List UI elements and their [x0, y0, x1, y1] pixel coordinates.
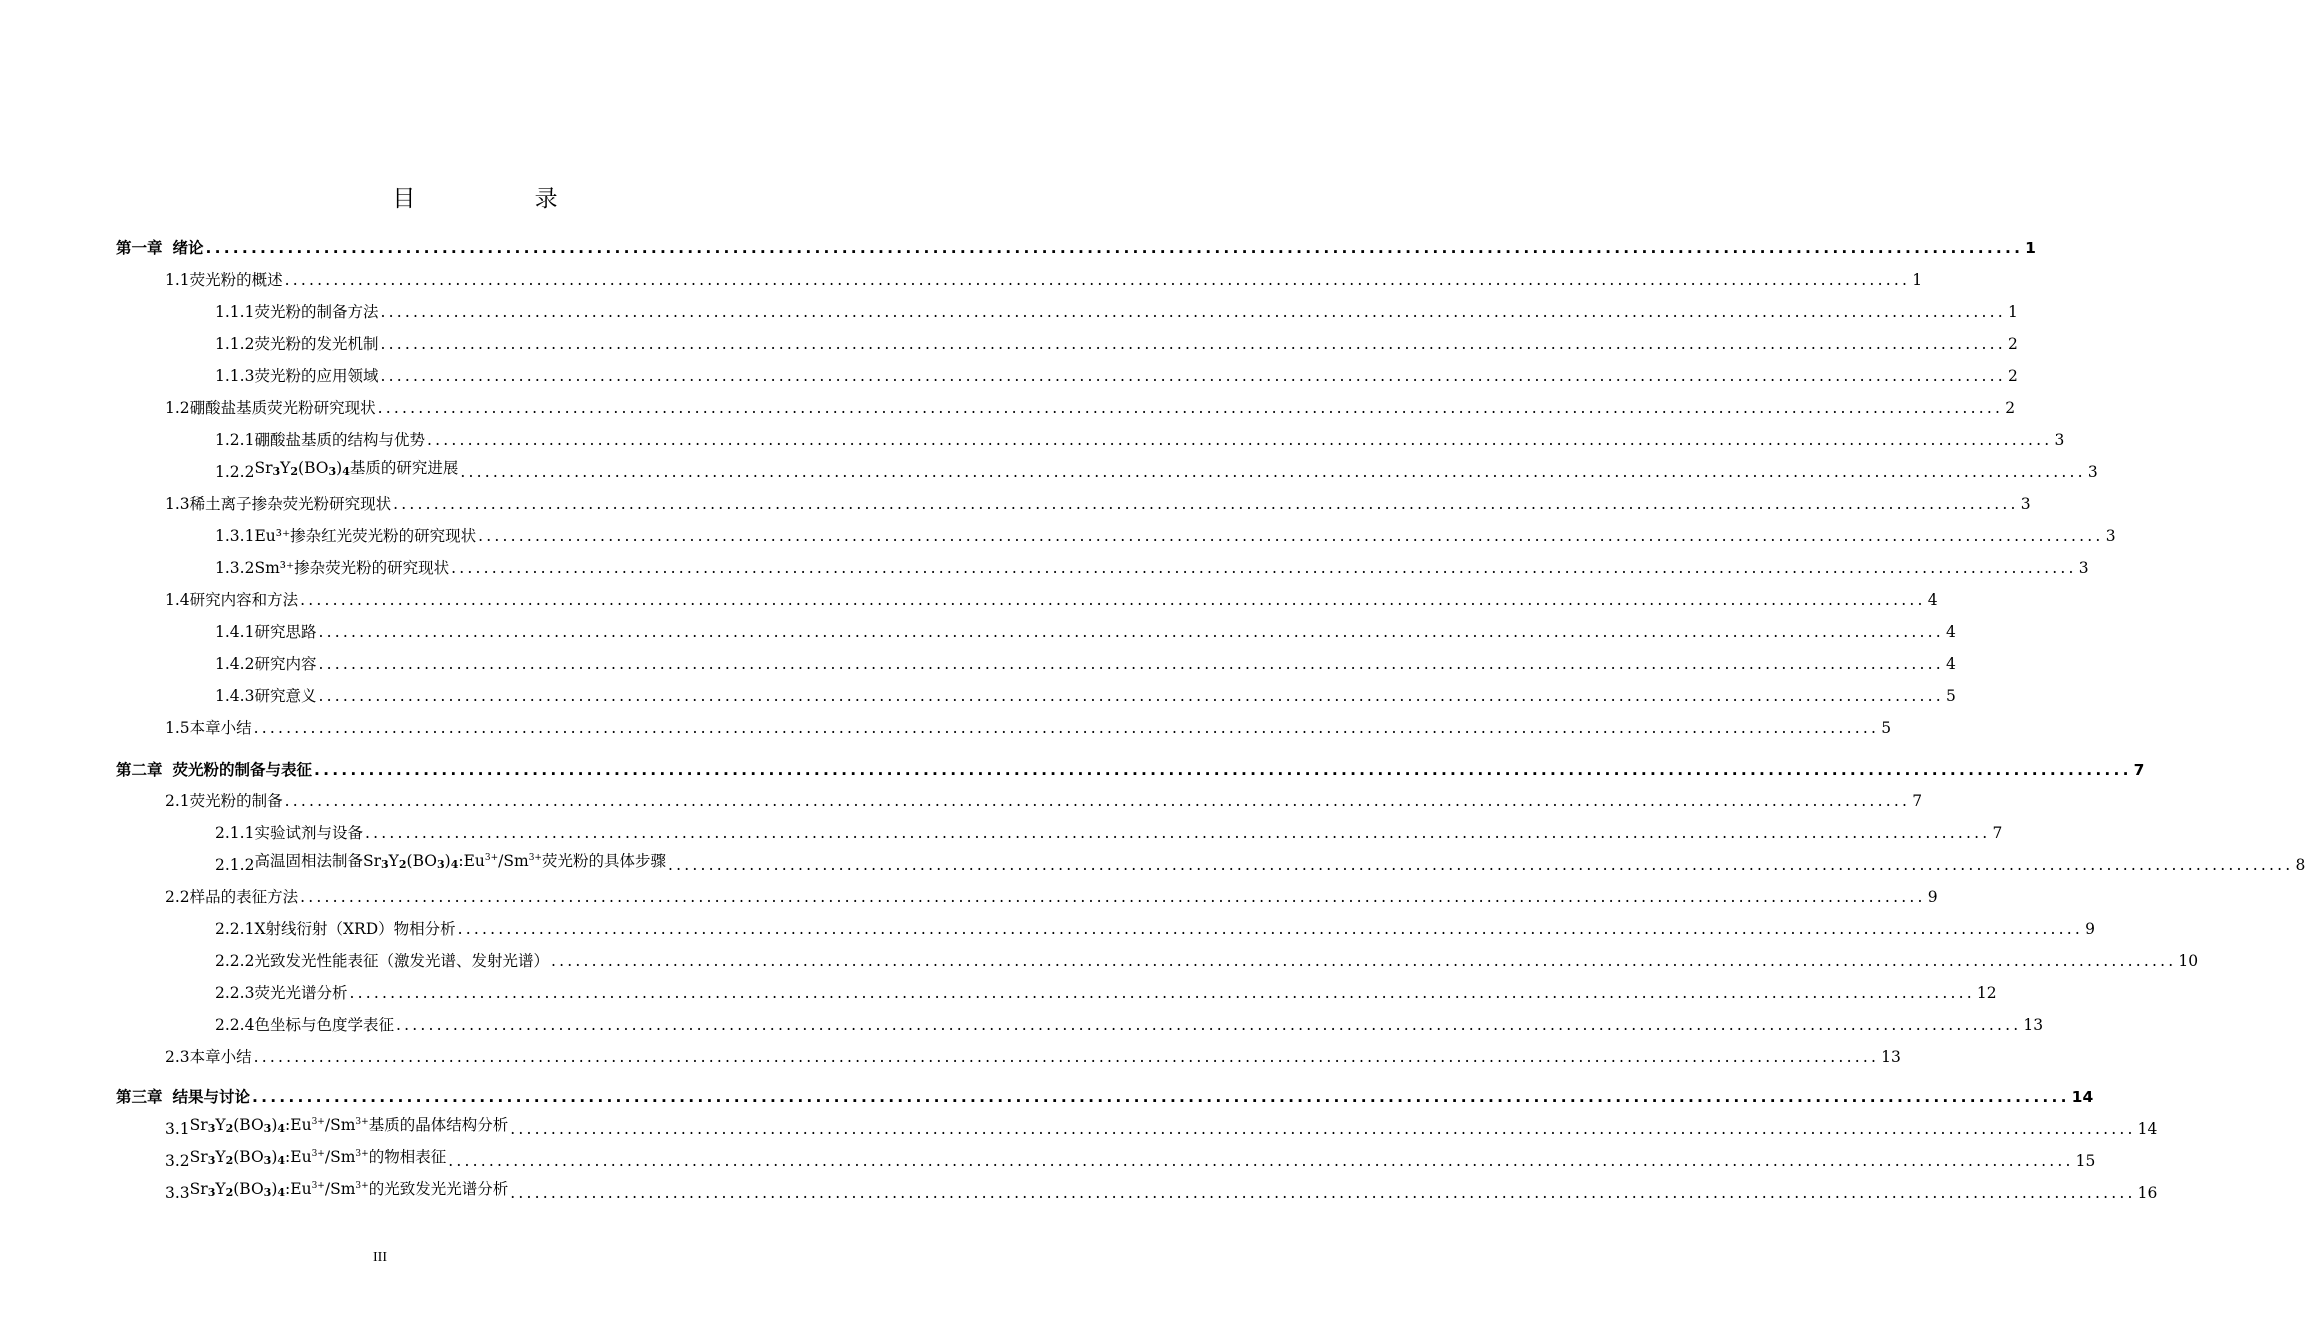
toc-entry-number: 1.3 — [165, 495, 190, 513]
toc-dot-leader: ........................................................................................................................................................................................................ — [380, 303, 2006, 321]
toc-entry-number: 1.4 — [165, 591, 190, 609]
toc-dot-leader: ........................................................................................................................................................................................................ — [460, 463, 2086, 481]
toc-entry-page: 14 — [2137, 1120, 2158, 1138]
toc-entry-number: 1.2.1 — [215, 431, 255, 449]
toc-dot-leader: ........................................................................................................................................................................................................ — [380, 335, 2006, 353]
toc-entry[interactable] — [165, 1179, 2158, 1203]
toc-entry[interactable] — [116, 1083, 2094, 1107]
toc-dot-leader: ........................................................................................................................................................................................................ — [478, 527, 2104, 545]
toc-entry[interactable] — [215, 650, 1956, 674]
toc-entry-title: 实验试剂与设备 — [254, 824, 363, 842]
toc-dot-leader: ........................................................................................................................................................................................................ — [318, 655, 1944, 673]
toc-dot-leader: ........................................................................................................................................................................................................ — [318, 687, 1944, 705]
toc-entry[interactable] — [116, 234, 2036, 258]
toc-entry-page: 16 — [2137, 1184, 2158, 1202]
toc-entry-number: 第二章 — [116, 761, 163, 779]
toc-dot-leader: ........................................................................................................................................................................................................ — [377, 399, 2004, 417]
toc-entry[interactable] — [165, 714, 1892, 738]
toc-entry-title: 稀土离子掺杂荧光粉研究现状 — [189, 495, 392, 513]
toc-dot-leader: ........................................................................................................................................................................................................ — [451, 559, 2077, 577]
toc-entry-title: 本章小结 — [189, 719, 252, 737]
toc-entry-title: 研究思路 — [254, 623, 317, 641]
toc-entry-page: 3 — [2087, 463, 2098, 481]
toc-entry[interactable] — [215, 426, 2065, 450]
toc-entry-title: 研究内容 — [254, 655, 317, 673]
toc-dot-leader: ........................................................................................................................................................................................................ — [448, 1152, 2074, 1170]
toc-entry[interactable] — [215, 522, 2116, 546]
toc-dot-leader: ........................................................................................................................................................................................................ — [284, 271, 1911, 289]
toc-entry-page: 5 — [1881, 719, 1892, 737]
toc-entry-title: 荧光粉的概述 — [189, 271, 283, 289]
toc-entry-page: 2 — [2008, 367, 2018, 385]
toc-entry-title: $Sr_3Y_2(BO_3)_4:Eu^{3+}/Sm^{3+}$基质的晶体结构分析 — [189, 1116, 509, 1135]
toc-entry[interactable] — [165, 883, 1938, 907]
toc-entry-title: 本章小结 — [189, 1048, 252, 1066]
toc-entry-title: 研究意义 — [254, 687, 317, 705]
toc-entry-number: 2.2.4 — [215, 1016, 255, 1034]
toc-entry[interactable] — [165, 787, 1923, 811]
toc-entry[interactable] — [215, 1011, 2044, 1035]
toc-entry[interactable] — [215, 851, 2305, 875]
toc-dot-leader: ........................................................................................................................................................................................................ — [314, 761, 2132, 779]
toc-entry-page: 4 — [1927, 591, 1938, 609]
toc-entry-number: 1.1.1 — [215, 303, 255, 321]
toc-dot-leader: ........................................................................................................................................................................................................ — [457, 920, 2084, 938]
toc-entry-page: 8 — [2295, 856, 2305, 874]
toc-entry[interactable] — [215, 330, 2018, 354]
toc-entry-number: 1.2 — [165, 399, 190, 417]
toc-entry-number: 第三章 — [116, 1088, 163, 1106]
toc-entry-page: 1 — [2025, 239, 2036, 257]
toc-dot-leader: ........................................................................................................................................................................................................ — [318, 623, 1944, 641]
toc-dot-leader: ........................................................................................................................................................................................................ — [300, 591, 1926, 609]
toc-entry[interactable] — [165, 1115, 2158, 1139]
toc-entry-page: 1 — [1912, 271, 1923, 289]
toc-entry-title: 硼酸盐基质的结构与优势 — [254, 431, 425, 449]
toc-dot-leader: ........................................................................................................................................................................................................ — [252, 1088, 2070, 1106]
toc-entry-number: 1.5 — [165, 719, 190, 737]
toc-entry-number: 1.4.3 — [215, 687, 255, 705]
toc-entry[interactable] — [116, 756, 2145, 780]
toc-entry-page: 4 — [1946, 623, 1956, 641]
toc-entry-title: 结果与讨论 — [172, 1088, 251, 1106]
toc-entry-title: 荧光粉的制备方法 — [254, 303, 379, 321]
toc-entry[interactable] — [215, 298, 2018, 322]
toc-entry-title: 荧光粉的应用领域 — [254, 367, 379, 385]
toc-entry-page: 12 — [1976, 984, 1997, 1002]
toc-dot-leader: ........................................................................................................................................................................................................ — [253, 719, 1880, 737]
toc-entry-title: 荧光粉的制备与表征 — [172, 761, 313, 779]
toc-entry[interactable] — [215, 618, 1956, 642]
toc-entry-title: $Sr_3Y_2(BO_3)_4:Eu^{3+}/Sm^{3+}$的光致发光光谱分析 — [189, 1180, 509, 1199]
toc-entry-page: 1 — [2008, 303, 2018, 321]
toc-entry[interactable] — [165, 586, 1938, 610]
toc-entry-number: 1.3.1 — [215, 527, 255, 545]
toc-dot-leader: ........................................................................................................................................................................................................ — [380, 367, 2006, 385]
toc-entry-number: 2.1 — [165, 792, 190, 810]
toc-entry-title: $Sr_3Y_2(BO_3)_4$基质的研究进展 — [254, 459, 459, 478]
toc-dot-leader: ........................................................................................................................................................................................................ — [253, 1048, 1880, 1066]
toc-dot-leader: ........................................................................................................................................................................................................ — [300, 888, 1926, 906]
toc-entry-title: X射线衍射（XRD）物相分析 — [254, 920, 456, 938]
toc-entry-title: 高温固相法制备$Sr_3Y_2(BO_3)_4:Eu^{3+}/Sm^{3+}$荧光粉的具体步骤 — [254, 852, 666, 871]
toc-dot-leader: ........................................................................................................................................................................................................ — [426, 431, 2053, 449]
toc-entry[interactable] — [215, 682, 1956, 706]
toc-entry-page: 2 — [2008, 335, 2018, 353]
toc-entry-page: 15 — [2075, 1152, 2096, 1170]
toc-entry-number: 2.1.2 — [215, 856, 255, 874]
toc-entry-page: 3 — [2054, 431, 2065, 449]
toc-entry-title: 光致发光性能表征（激发光谱、发射光谱） — [254, 952, 549, 970]
toc-dot-leader: ........................................................................................................................................................................................................ — [349, 984, 1975, 1002]
toc-entry-title: 样品的表征方法 — [189, 888, 299, 906]
toc-entry-number: 1.3.2 — [215, 559, 255, 577]
page-number: III — [373, 1250, 387, 1265]
toc-entry-title: 硼酸盐基质荧光粉研究现状 — [189, 399, 376, 417]
toc-entry-title: Eu³⁺掺杂红光荧光粉的研究现状 — [254, 527, 477, 545]
toc-entry-title: 绪论 — [172, 239, 204, 257]
toc-entry-page: 7 — [2133, 761, 2145, 779]
toc-entry-title: 荧光粉的制备 — [189, 792, 283, 810]
toc-entry-title: 荧光粉的发光机制 — [254, 335, 379, 353]
toc-entry-number: 1.4.1 — [215, 623, 255, 641]
toc-entry-number: 1.4.2 — [215, 655, 255, 673]
toc-entry[interactable] — [165, 1147, 2096, 1171]
toc-entry-title: $Sr_3Y_2(BO_3)_4:Eu^{3+}/Sm^{3+}$的物相表征 — [189, 1148, 447, 1167]
toc-dot-leader: ........................................................................................................................................................................................................ — [284, 792, 1911, 810]
toc-entry[interactable] — [215, 362, 2018, 386]
toc-entry[interactable] — [215, 915, 2096, 939]
toc-dot-leader: ........................................................................................................................................................................................................ — [668, 856, 2294, 874]
toc-entry-number: 1.1.2 — [215, 335, 255, 353]
toc-entry-number: 1.1 — [165, 271, 190, 289]
toc-dot-leader: ........................................................................................................................................................................................................ — [205, 239, 2024, 257]
toc-entry[interactable] — [165, 266, 1923, 290]
toc-entry-page: 9 — [2085, 920, 2096, 938]
toc-title: 目 录 — [392, 186, 614, 212]
toc-entry[interactable] — [165, 394, 2016, 418]
toc-entry-page: 10 — [2178, 952, 2199, 970]
toc-entry-number: 3.1 — [165, 1120, 190, 1138]
toc-entry-number: 2.3 — [165, 1048, 190, 1066]
toc-dot-leader: ........................................................................................................................................................................................................ — [550, 952, 2177, 970]
toc-entry-number: 2.2 — [165, 888, 190, 906]
toc-entry-page: 3 — [2078, 559, 2089, 577]
toc-entry-page: 3 — [2020, 495, 2031, 513]
toc-entry-title: 荧光光谱分析 — [254, 984, 348, 1002]
toc-entry-number: 2.2.1 — [215, 920, 255, 938]
toc-entry-page: 7 — [1912, 792, 1923, 810]
toc-dot-leader: ........................................................................................................................................................................................................ — [510, 1184, 2136, 1202]
toc-entry[interactable] — [165, 1043, 1901, 1067]
toc-entry-page: 2 — [2005, 399, 2016, 417]
toc-entry-number: 2.2.2 — [215, 952, 255, 970]
toc-entry-page: 3 — [2105, 527, 2116, 545]
toc-entry-page: 5 — [1946, 687, 1956, 705]
toc-entry-page: 13 — [2023, 1016, 2044, 1034]
toc-entry[interactable] — [215, 979, 1997, 1003]
toc-entry-title: 研究内容和方法 — [189, 591, 299, 609]
toc-entry-page: 7 — [1992, 824, 2003, 842]
toc-entry-number: 1.1.3 — [215, 367, 255, 385]
toc-entry-page: 13 — [1881, 1048, 1901, 1066]
toc-entry-number: 2.1.1 — [215, 824, 255, 842]
toc-entry-page: 9 — [1927, 888, 1938, 906]
toc-entry[interactable] — [215, 947, 2199, 971]
toc-entry-number: 3.2 — [165, 1152, 190, 1170]
toc-dot-leader: ........................................................................................................................................................................................................ — [364, 824, 1991, 842]
toc-entry-title: 色坐标与色度学表征 — [254, 1016, 394, 1034]
toc-entry-number: 第一章 — [116, 239, 163, 257]
toc-entry-number: 3.3 — [165, 1184, 190, 1202]
toc-entry-number: 2.2.3 — [215, 984, 255, 1002]
toc-entry[interactable] — [215, 554, 2089, 578]
toc-entry-title: Sm³⁺掺杂荧光粉的研究现状 — [254, 559, 450, 577]
toc-entry-page: 14 — [2071, 1088, 2094, 1106]
toc-entry[interactable] — [215, 819, 2003, 843]
toc-entry-number: 1.2.2 — [215, 463, 255, 481]
toc-entry[interactable] — [165, 490, 2031, 514]
toc-entry[interactable] — [215, 458, 2098, 482]
toc-entry-page: 4 — [1946, 655, 1956, 673]
toc-dot-leader: ........................................................................................................................................................................................................ — [510, 1120, 2136, 1138]
toc-dot-leader: ........................................................................................................................................................................................................ — [395, 1016, 2022, 1034]
toc-dot-leader: ........................................................................................................................................................................................................ — [393, 495, 2019, 513]
